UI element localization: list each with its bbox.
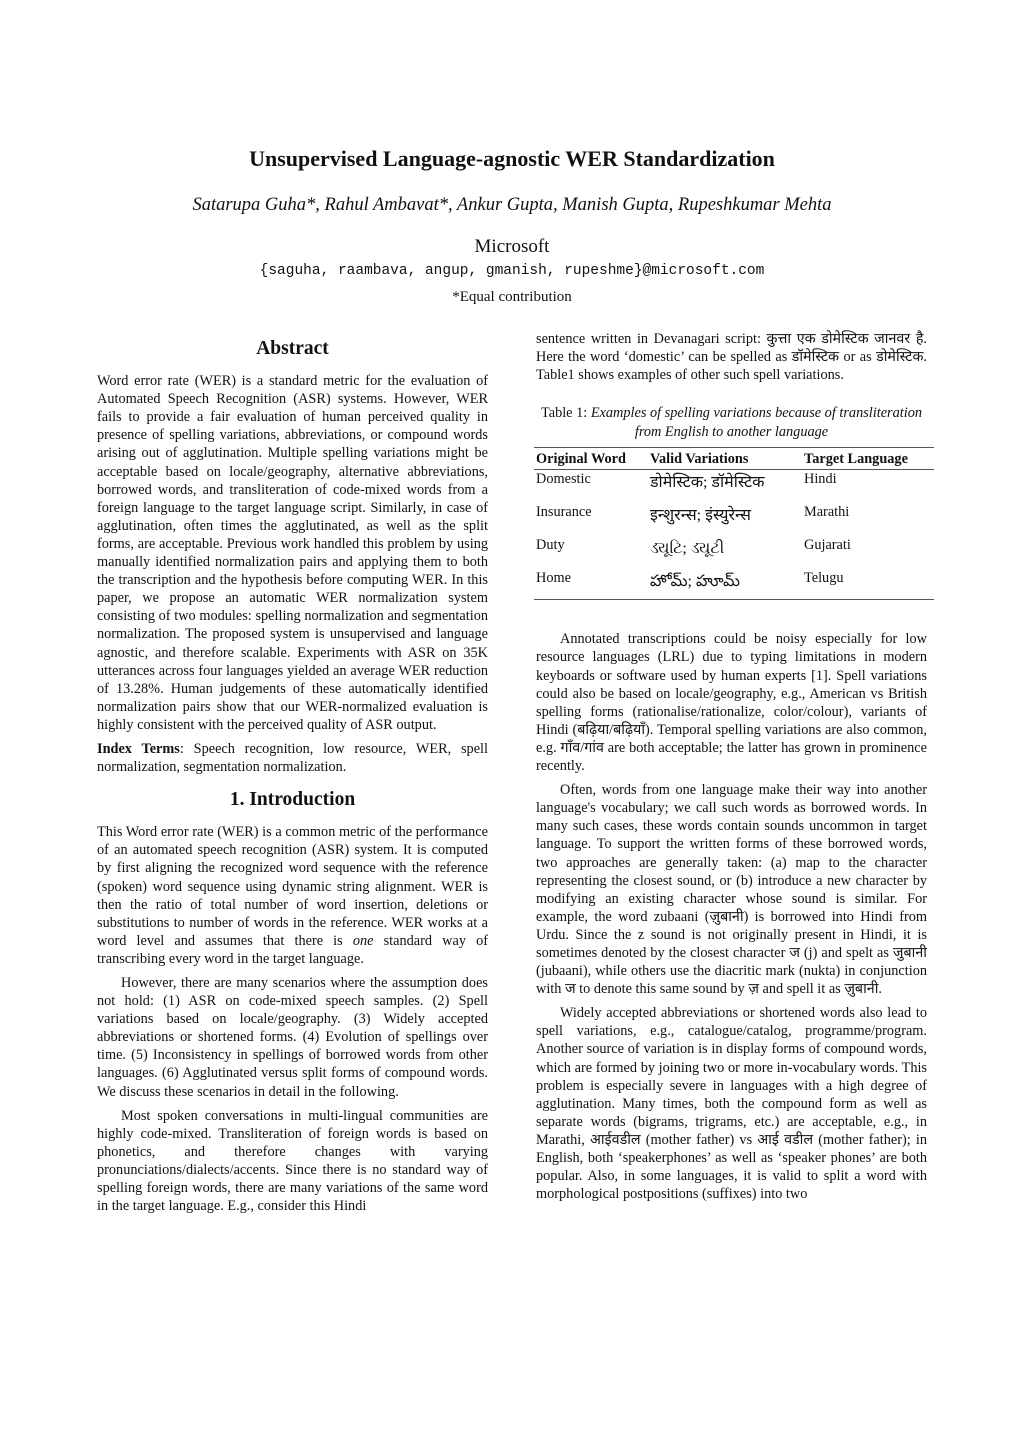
intro-p1-emphasis: one [352,932,374,949]
table-caption-label: Table 1: [540,405,591,422]
table-cell-variations: హోమ్; హూమ్ [648,569,802,600]
table-cell-original: Domestic [536,471,591,488]
intro-p1-part-b: standard way of transcribing every word in the target language. [97,932,488,967]
table-header-original-word: Original Word [534,448,648,470]
index-terms-label: Index Terms [97,740,180,757]
right-paragraph-3: Often, words from one language make their way into another language's vocabulary; we call such words as borrowed words. In many such cases, these words contain sounds uncommon in target language. To support the written forms of these borrowed words, two approaches are generally taken: (a) map to the character representing the closest sound, or (b) introduce a new character by modifying an existing character whose sound is similar. For example, the word zubaani (ज़ुबानी) is borrowed into Hindi from Urdu. Since the z sound is not originally present in Hindi, it is sometimes denoted by the closest character ज (j) and spelt as जुबानी (jubaani), while others use the diacritic mark (nukta) in conjunction with ज to denote this same sound by ज़ and spell it as ज़ुबानी. [536,782,927,998]
table-cell-language: Marathi [804,504,850,521]
right-paragraph-4: Widely accepted abbreviations or shortened words also lead to spell variations, e.g., catalogue/catalog, programme/program. Another source of variation is in display forms of compound words, which are formed by joining two or more in-vocabulary words. This problem is especially severe in languages with a high degree of agglutination. Many times, both the compound form as well as separate words (bigrams, trigrams, etc.) are acceptable, e.g., in Marathi, आईवडील (mother father) vs आई वडील (mother father); in English, both ‘speakerphones’ as well as ‘speaker phones’ are both popular. Also, in some languages, it is valid to split a word with morphological postpositions (suffixes) into two [536,1005,927,1203]
table-row [534,503,934,536]
table-cell-language: Gujarati [804,537,851,554]
table-cell-language: Hindi [804,471,837,488]
table-header-valid-variations: Valid Variations [648,448,802,470]
intro-p1-part-a: This Word error rate (WER) is a common metric of the performance of an automated speech recognition (ASR) system. It is computed by first aligning the recognized word sequence with the reference (spoken) word sequence using dynamic string alignment. WER is then the ratio of total number of word insertion, deletions or substitutions to number of words in the reference. WER works at a word level and assumes that there is [97,824,488,949]
table-row [534,569,934,600]
left-column [97,336,488,1215]
table-header-target-language: Target Language [802,448,934,470]
author-emails: {saguha, raambava, angup, gmanish, rupeshme}@microsoft.com [259,263,765,279]
right-column [536,330,927,1203]
intro-paragraph-2: However, there are many scenarios where the assumption does not hold: (1) ASR on code-mixed speech samples. (2) Spell variations based on locale/geography. (3) Widely accepted abbreviations or shortened forms. (4) Evolution of spellings over time. (5) Inconsistency in spellings of borrowed words from other languages. (6) Agglutinated versus split forms of compound words. We discuss these scenarios in detail in the following. [97,975,488,1100]
right-paragraph-1: sentence written in Devanagari script: कुत्ता एक डोमेस्टिक जानवर है. Here the word ‘domestic’ can be spelled as डॉमेस्टिक or as डोमेस्टिक. Table1 shows examples of other such spell variations. [536,331,927,384]
table-cell-variations: इन्शुरन्स; इंस्युरेन्स [650,507,751,525]
equal-contribution-note: *Equal contribution [452,289,572,305]
spelling-variations-table [534,447,934,600]
table-row [534,536,934,569]
paper-title: Unsupervised Language-agnostic WER Standardization [249,146,775,171]
index-terms [97,740,488,776]
affiliation: Microsoft [474,236,550,257]
table-header-row [534,448,934,470]
table-caption-text: Examples of spelling variations because of transliteration from English to another language [590,405,922,440]
abstract-text: Word error rate (WER) is a standard metric for the evaluation of Automated Speech Recognition (ASR) systems. However, WER fails to provide a fair evaluation of human perceived quality in presence of spelling variations, abbreviations, or compound words arising out of agglutination. Multiple spelling variations might be acceptable based on locale/geography, alternative abbreviations, borrowed words, and transliteration of code-mixed words from a foreign language to the target language script. Similarly, in case of agglutination, often times the agglutinated, as well as the split forms, are acceptable. Previous work handled this problem by using manually identified normalization pairs and applying them to both the transcription and the hypothesis before computing WER. In this paper, we propose an automatic WER normalization system consisting of two modules: spelling normalization and segmentation normalization. The proposed system is unsupervised and language agnostic, and therefore scalable. Experiments with ASR on 35K utterances across four languages yielded an average WER reduction of 13.28%. Human judgements of these automatically identified normalization pairs show that our WER-normalized evaluation is highly consistent with the perceived quality of ASR output. [97,373,488,733]
intro-paragraph-1 [97,823,488,968]
table-cell-variations: डोमेस्टिक; डॉमेस्टिक [650,474,765,492]
table-cell-original: Insurance [536,504,592,521]
intro-paragraph-3: Most spoken conversations in multi-lingual communities are highly code-mixed. Transliteration of foreign words is based on phonetics, and therefore changes with varying pronunciations/dialects/accents. Since there is no standard way of spelling foreign words, there are many variations of the same word in the target language. E.g., consider this Hindi [97,1107,488,1215]
table-row [534,470,934,504]
right-paragraph-2: Annotated transcriptions could be noisy especially for low resource languages (LRL) due to typing limitations in modern keyboards or software used by human experts [1]. Spell variations could also be based on locale/geography, e.g., American vs British spelling forms (rationalise/rationalize, color/colour), variants of Hindi (बढ़िया/बढ़ियाँ). Temporal spelling variations are also common, e.g. गाँव/गांव are both acceptable; the latter has grown in prominence recently. [536,631,927,775]
index-terms-text: : Speech recognition, low resource, WER, spell normalization, segmentation normalization. [97,740,488,776]
table-cell-language: Telugu [802,569,934,600]
table-cell-original: Duty [536,537,565,554]
table-caption [536,404,927,441]
table-cell-original: Home [534,569,648,600]
introduction-heading: 1. Introduction [229,789,356,811]
author-list: Satarupa Guha*, Rahul Ambavat*, Ankur Gupta, Manish Gupta, Rupeshkumar Mehta [192,195,832,215]
abstract-heading: Abstract [256,338,329,359]
table-cell-variations: ડ્યૂટિ; ડ્યૂટી [650,540,725,558]
